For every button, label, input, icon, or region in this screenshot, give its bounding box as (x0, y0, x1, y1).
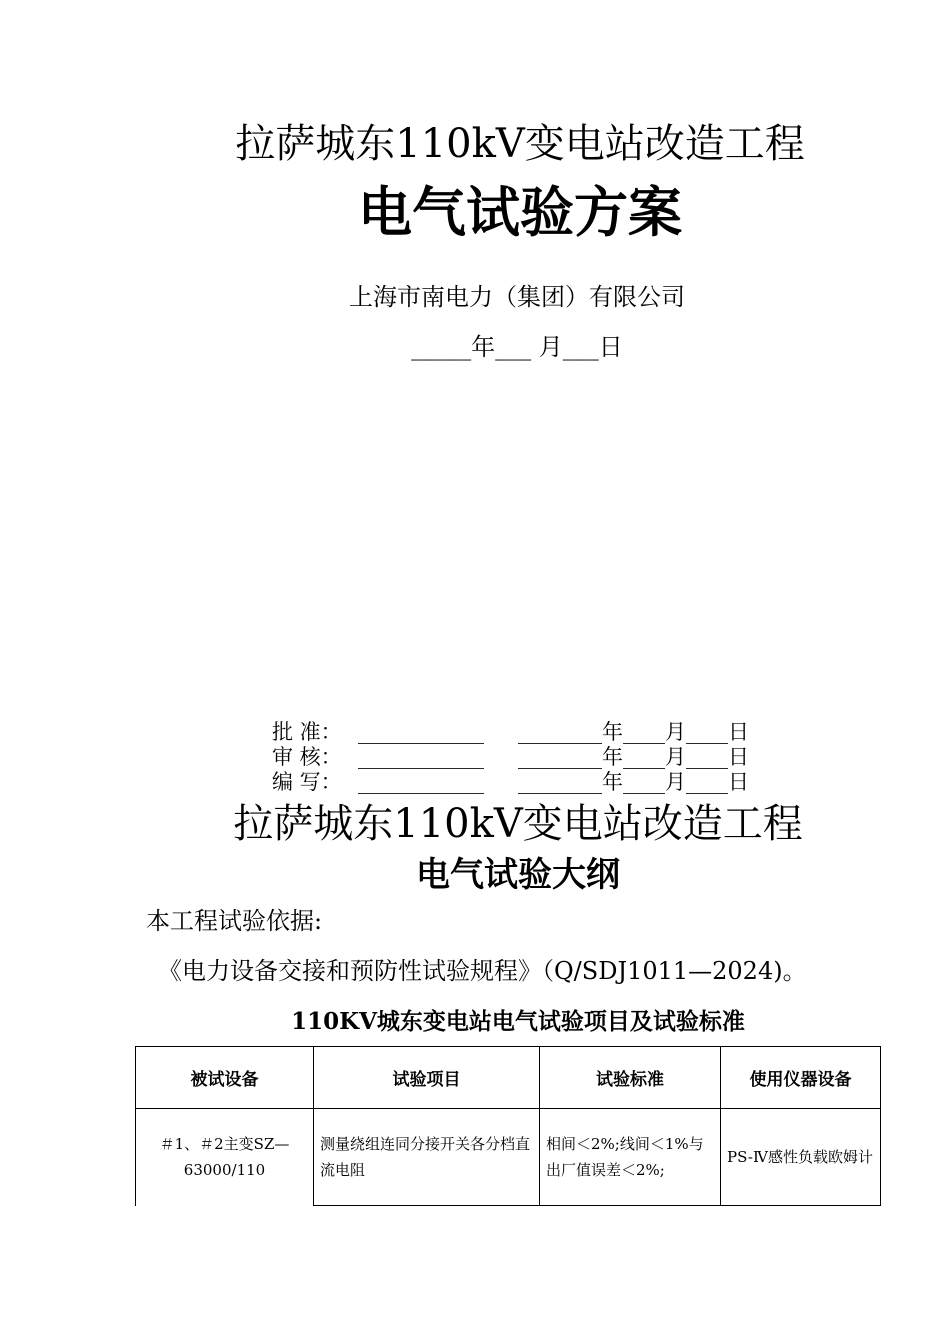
table-cell-device: ＃1、＃2主变SZ—63000/110 (136, 1109, 314, 1206)
basis-label: 本工程试验依据: (146, 907, 323, 935)
table-title: 110KV城东变电站电气试验项目及试验标准 (291, 1008, 745, 1035)
table-header-row (136, 1047, 881, 1109)
table-cell-instrument: PS-Ⅳ感性负载欧姆计 (721, 1109, 881, 1206)
signature-blank: ____________ (358, 720, 484, 744)
table-header-device: 被试设备 (136, 1047, 314, 1109)
signature-date: ________年____月____日 (518, 745, 749, 769)
signature-blank: ____________ (358, 770, 484, 794)
cover-subtitle: 电气试验方案 (358, 180, 682, 244)
signature-date: ________年____月____日 (518, 720, 749, 744)
date-line: _____年___ 月___日 (411, 333, 623, 361)
signature-block (272, 720, 749, 795)
table-row (136, 1109, 881, 1206)
signature-row-approve (272, 720, 749, 745)
table-header-item: 试验项目 (314, 1047, 540, 1109)
test-standards-table (135, 1046, 881, 1206)
table-cell-standard: 相间＜2%;线间＜1%与出厂值误差＜2%; (540, 1109, 721, 1206)
company-name: 上海市南电力（集团）有限公司 (349, 283, 685, 311)
outline-title: 拉萨城东110kV变电站改造工程 (233, 801, 803, 847)
signature-row-review (272, 745, 749, 770)
basis-text: 《电力设备交接和预防性试验规程》（Q/SDJ1011—2024)。 (158, 957, 807, 985)
signature-label: 编 写： (272, 770, 342, 794)
cover-title: 拉萨城东110kV变电站改造工程 (235, 121, 805, 167)
signature-label: 审 核： (272, 745, 342, 769)
table-header-instrument: 使用仪器设备 (721, 1047, 881, 1109)
outline-subtitle: 电气试验大纲 (416, 855, 620, 895)
table-cell-item: 测量绕组连同分接开关各分档直流电阻 (314, 1109, 540, 1206)
signature-label: 批 准： (272, 720, 342, 744)
signature-blank: ____________ (358, 745, 484, 769)
table-header-standard: 试验标准 (540, 1047, 721, 1109)
signature-date: ________年____月____日 (518, 770, 749, 794)
signature-row-write (272, 770, 749, 795)
